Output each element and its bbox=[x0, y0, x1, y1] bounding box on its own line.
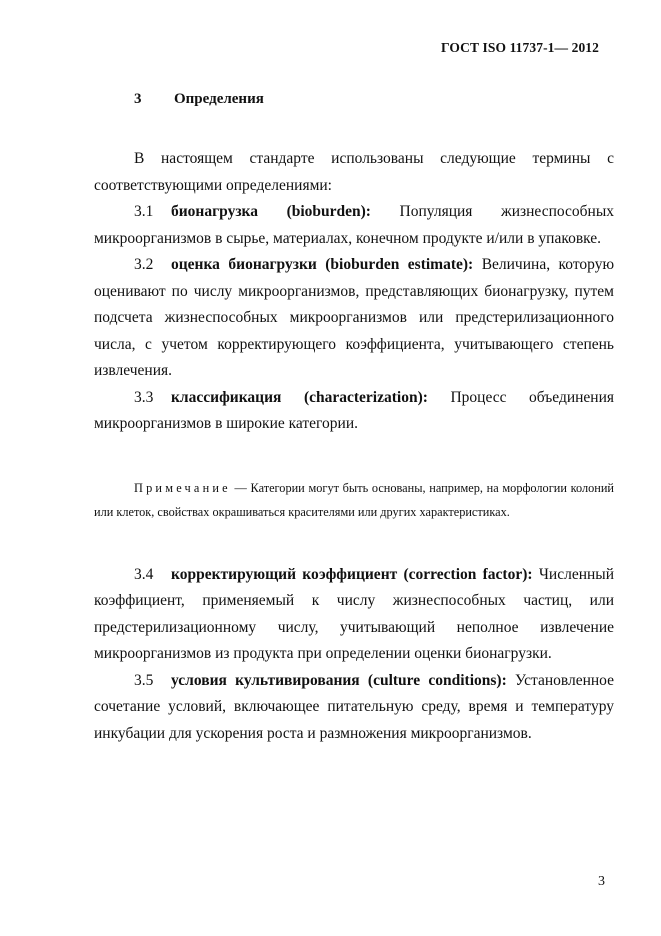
term-name: оценка бионагрузки (bioburden estimate): bbox=[171, 256, 474, 273]
document-header: ГОСТ ISO 11737-1— 2012 bbox=[440, 40, 599, 55]
term-3-3 bbox=[94, 385, 614, 438]
term-definition: Популяция жизнеспособных микроорганизмов в сырье, материалах, конечном продукте и/или в упаковке. bbox=[94, 203, 614, 247]
term-definition: Величина, которую оценивают по числу микроорганизмов, представляющих бионагрузку, путем подсчета жизнеспособных микроорганизмов или предстерилизационного числа, с учетом корректирующего коэффициента, учитывающего степень извлечения. bbox=[94, 256, 615, 379]
note-label: Примечание bbox=[134, 480, 231, 495]
term-number: 3.1 bbox=[134, 203, 154, 220]
term-3-5 bbox=[94, 668, 614, 748]
term-number: 3.4 bbox=[134, 565, 154, 583]
term-3-2 bbox=[94, 252, 614, 385]
section-title: Определения bbox=[174, 91, 264, 107]
note-dash: — bbox=[234, 480, 247, 495]
page-body bbox=[94, 146, 614, 747]
term-3-1 bbox=[94, 199, 614, 252]
term-number: 3.2 bbox=[134, 256, 154, 273]
term-definition: Численный коэффициент, применяемый к числу жизнеспособных частиц, или предстерилизационному числу, учитывающий неполное извлечение микроорганизмов из продукта при определении оценки бионагрузки. bbox=[94, 565, 615, 662]
term-3-4 bbox=[94, 562, 614, 668]
note-text: Категории могут быть основаны, например, на морфологии колоний или клеток, свойствах окрашиваться красителями или других характеристиках. bbox=[94, 480, 614, 519]
term-name: бионагрузка (bioburden): bbox=[171, 203, 371, 220]
term-definition: Процесс объединения микроорганизмов в широкие категории. bbox=[94, 388, 615, 432]
note bbox=[94, 476, 614, 524]
term-name: корректирующий коэффициент (correction factor): bbox=[171, 565, 533, 583]
section-heading bbox=[134, 91, 264, 108]
page-number: 3 bbox=[598, 874, 605, 889]
term-definition: Установленное сочетание условий, включающее питательную среду, время и температуру инкубации для ускорения роста и размножения микроорганизмов. bbox=[94, 671, 615, 742]
intro-paragraph: В настоящем стандарте использованы следующие термины с соответствующими определениями: bbox=[94, 150, 614, 194]
term-name: условия культивирования (culture conditions): bbox=[171, 671, 507, 689]
term-number: 3.3 bbox=[134, 388, 154, 406]
term-name: классификация (characterization): bbox=[171, 388, 428, 406]
section-number: 3 bbox=[134, 91, 142, 107]
term-number: 3.5 bbox=[134, 671, 154, 689]
